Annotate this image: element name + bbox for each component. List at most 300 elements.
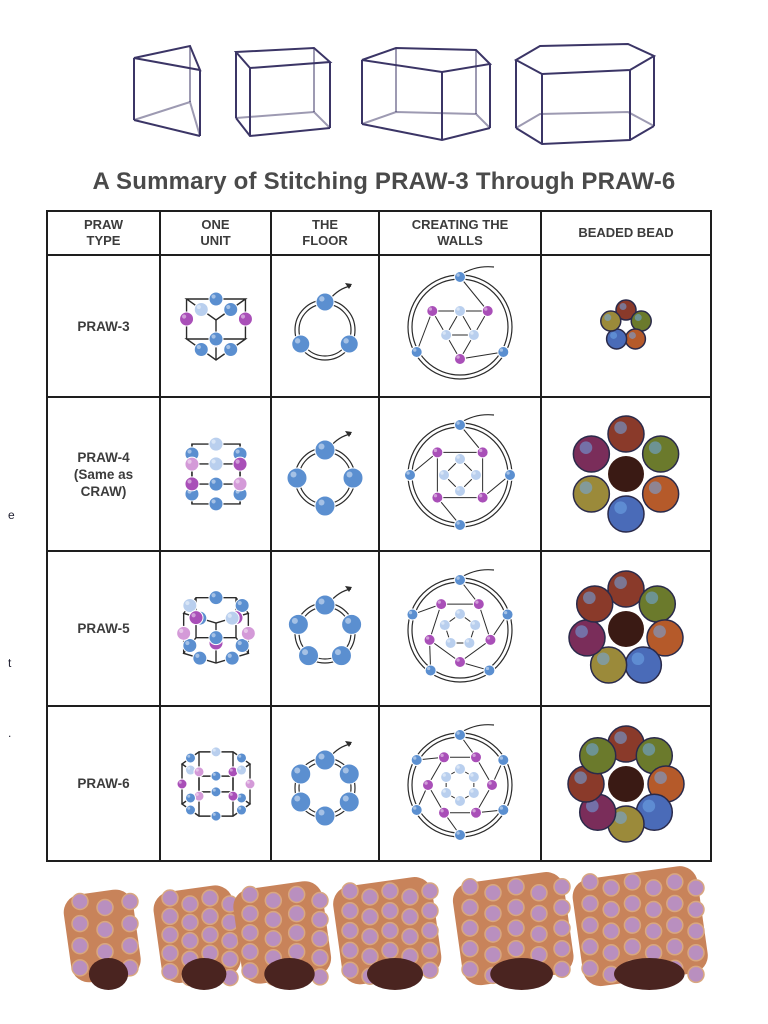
tube-bead: [122, 916, 138, 932]
bead-reflection: [580, 441, 593, 454]
bead-highlight: [187, 479, 191, 483]
bead-highlight: [240, 314, 244, 318]
tube-bead: [462, 899, 478, 915]
tube-bead: [289, 887, 305, 903]
beaded-tube: [331, 875, 444, 990]
floor-diagram: [277, 581, 373, 677]
bead-reflection: [614, 576, 627, 589]
bead-highlight: [196, 305, 200, 309]
bead-highlight: [211, 294, 215, 298]
bead-highlight: [195, 768, 198, 771]
tube-bead: [646, 880, 662, 896]
tube-bead: [624, 896, 640, 912]
wall-bead: [482, 306, 493, 317]
wall-bead: [179, 312, 193, 326]
bead-highlight: [185, 640, 189, 644]
wall-bead: [233, 477, 247, 491]
bottom-bead: [185, 805, 195, 815]
bottom-bead: [192, 651, 206, 665]
bead-highlight: [227, 653, 231, 657]
bead-highlight: [211, 480, 215, 484]
beaded-tube: [231, 879, 333, 990]
bead-highlight: [500, 756, 503, 759]
tube-bead: [242, 944, 258, 960]
bottom-bead: [211, 811, 221, 821]
tube-bead: [72, 960, 88, 976]
tube-bead: [422, 962, 438, 978]
inner-bead: [455, 306, 466, 317]
top-bead: [211, 771, 221, 781]
praw-type-cell: [47, 397, 160, 551]
tube-bead: [402, 929, 418, 945]
page-title: A Summary of Stitching PRAW-3 Through PRAW-6: [92, 168, 676, 195]
tube-bead: [222, 951, 238, 967]
tube-bead: [162, 964, 178, 980]
inner-bead: [439, 470, 450, 481]
tube-bead: [462, 879, 478, 895]
faceted-bead: [573, 476, 609, 512]
edge-fragment: .: [8, 726, 12, 740]
bead-highlight: [319, 500, 325, 506]
bead-highlight: [504, 610, 507, 613]
bead-highlight: [456, 765, 459, 768]
tube-bead: [289, 925, 305, 941]
bead-highlight: [486, 666, 489, 669]
top-bead: [225, 611, 239, 625]
bead-highlight: [187, 794, 190, 797]
wall-bead: [487, 779, 498, 790]
bead-highlight: [237, 640, 241, 644]
bead-highlight: [443, 773, 446, 776]
tube-bead: [646, 923, 662, 939]
bead-reflection: [610, 332, 617, 339]
praw-type-cell: [47, 255, 160, 397]
tube-bead: [122, 938, 138, 954]
bead-highlight: [470, 773, 473, 776]
bead-highlight: [226, 305, 230, 309]
tube-bead: [688, 880, 704, 896]
tube-bead: [508, 941, 524, 957]
tube-bead: [162, 945, 178, 961]
bead-highlight: [456, 658, 459, 661]
tube-bead: [485, 947, 501, 963]
bead-highlight: [472, 621, 475, 624]
walls-diagram: [390, 719, 530, 849]
wall-bead: [424, 634, 435, 645]
cube-prism-icon: [230, 38, 340, 148]
bead-highlight: [243, 628, 247, 632]
wall-bead: [477, 447, 488, 458]
bead-highlight: [456, 355, 459, 358]
one-unit-diagram: [168, 278, 264, 374]
tube-bead: [422, 903, 438, 919]
wall-bead: [473, 598, 484, 609]
bead-highlight: [211, 633, 215, 637]
tube-bead: [382, 942, 398, 958]
outer-bead: [425, 664, 436, 675]
floor-bead: [292, 335, 310, 353]
bead-reflection: [649, 441, 662, 454]
outer-bead: [455, 829, 466, 840]
beaded-tube: [451, 870, 576, 990]
beaded-tube: [61, 887, 143, 990]
bead-highlight: [238, 806, 241, 809]
bead-highlight: [345, 617, 351, 623]
top-bead: [209, 590, 223, 604]
faceted-bead: [608, 496, 644, 532]
outer-bead: [405, 470, 416, 481]
tube-bead: [667, 939, 683, 955]
table-header-row: [47, 211, 711, 255]
tube-bead: [242, 887, 258, 903]
outer-bead: [407, 609, 418, 620]
top-bead: [236, 752, 246, 762]
bead-highlight: [447, 639, 450, 642]
one-unit-diagram: [168, 736, 264, 832]
top-bead: [194, 303, 208, 317]
floor-bead: [315, 595, 335, 615]
bead-highlight: [347, 472, 353, 478]
bead-reflection: [586, 743, 599, 756]
tube-bead: [97, 944, 113, 960]
tube-bead: [624, 874, 640, 890]
beaded-bead-cell: [541, 397, 711, 551]
tube-bead: [342, 923, 358, 939]
tube-bead: [582, 939, 598, 955]
bead-highlight: [212, 772, 215, 775]
praw-summary-table: [46, 210, 712, 862]
bead-highlight: [413, 348, 416, 351]
tube-bead: [624, 939, 640, 955]
tube-bead: [462, 941, 478, 957]
bead-highlight: [466, 639, 469, 642]
beaded-tubes-photo: [40, 850, 740, 1010]
bead-highlight: [246, 780, 249, 783]
tube-bead: [422, 942, 438, 958]
tube-bead: [362, 909, 378, 925]
bead-highlight: [294, 767, 300, 773]
bead-highlight: [211, 499, 215, 503]
bottom-bead: [236, 805, 246, 815]
beaded-bead-photo: [551, 404, 701, 544]
one-unit-diagram: [168, 426, 264, 522]
tube-bead: [554, 899, 570, 915]
outer-bead: [498, 804, 509, 815]
inner-bead: [468, 330, 479, 341]
bead-highlight: [343, 338, 348, 343]
inner-bead: [441, 787, 452, 798]
tube-bead: [531, 905, 547, 921]
bead-highlight: [187, 766, 190, 769]
bead-reflection: [620, 303, 627, 310]
floor-bead: [315, 750, 335, 770]
tube-bead: [312, 969, 328, 985]
floor-bead: [287, 468, 307, 488]
tube-bead: [531, 885, 547, 901]
bead-highlight: [229, 768, 232, 771]
tube-bead: [667, 917, 683, 933]
praw-type-label: PRAW-3: [77, 318, 130, 334]
floor-bead: [315, 496, 335, 516]
bead-highlight: [235, 479, 239, 483]
tube-bead: [508, 879, 524, 895]
bead-reflection: [575, 625, 588, 638]
bead-highlight: [456, 307, 459, 310]
tube-opening: [367, 958, 423, 990]
tube-bead: [222, 933, 238, 949]
tube-bead: [97, 900, 113, 916]
wall-bead: [471, 751, 482, 762]
bead-highlight: [187, 806, 190, 809]
floor-cell: [271, 397, 379, 551]
bead-highlight: [229, 792, 232, 795]
bead-reflection: [614, 501, 627, 514]
bead-highlight: [487, 636, 490, 639]
bead-reflection: [597, 652, 610, 665]
bead-highlight: [227, 613, 231, 617]
tube-bead: [603, 923, 619, 939]
top-bead: [209, 437, 223, 451]
bead-highlight: [429, 307, 432, 310]
beaded-bead-photo: [551, 559, 701, 699]
bead-highlight: [413, 756, 416, 759]
outer-bead: [455, 272, 466, 283]
walls-diagram: [390, 564, 530, 694]
tube-bead: [688, 902, 704, 918]
walls-cell: [379, 551, 541, 706]
bottom-bead: [209, 630, 223, 644]
tube-bead: [202, 890, 218, 906]
bead-highlight: [456, 831, 459, 834]
tube-bead: [603, 902, 619, 918]
bead-highlight: [179, 628, 183, 632]
tube-bead: [646, 902, 662, 918]
bead-highlight: [343, 767, 349, 773]
tube-bead: [554, 879, 570, 895]
bead-highlight: [413, 806, 416, 809]
floor-bead: [291, 764, 311, 784]
faceted-bead: [573, 436, 609, 472]
one-unit-cell: [160, 706, 271, 861]
tube-bead: [508, 899, 524, 915]
bead-reflection: [629, 332, 636, 339]
wall-bead: [432, 447, 443, 458]
tube-bead: [362, 948, 378, 964]
bead-highlight: [506, 471, 509, 474]
wall-bead: [228, 791, 238, 801]
bottom-bead: [209, 332, 223, 346]
inner-bead: [471, 470, 482, 481]
faceted-bead: [625, 329, 645, 349]
tube-bead: [312, 950, 328, 966]
tube-bead: [688, 945, 704, 961]
bead-highlight: [500, 348, 503, 351]
tube-bead: [265, 912, 281, 928]
floor-bead: [342, 614, 362, 634]
bead-highlight: [440, 471, 443, 474]
header-praw-type: PRAW TYPE: [47, 211, 160, 255]
tube-bead: [554, 920, 570, 936]
faceted-bead: [569, 619, 605, 655]
outer-bead: [411, 347, 422, 358]
wall-bead: [177, 779, 187, 789]
bead-reflection: [653, 625, 666, 638]
bead-highlight: [434, 494, 437, 497]
beaded-bead-cell: [541, 551, 711, 706]
tube-opening: [614, 958, 685, 990]
inner-bead: [455, 454, 466, 465]
floor-bead: [288, 614, 308, 634]
bead-reflection: [646, 591, 659, 604]
wall-bead: [238, 312, 252, 326]
wall-bead: [436, 598, 447, 609]
bead-highlight: [456, 421, 459, 424]
tube-bead: [97, 922, 113, 938]
bead-highlight: [237, 600, 241, 604]
bottom-bead: [211, 786, 221, 796]
top-bead: [209, 292, 223, 306]
table-row: [47, 551, 711, 706]
faceted-bead: [608, 571, 644, 607]
tube-bead: [342, 962, 358, 978]
bead-highlight: [319, 809, 325, 815]
bead-highlight: [472, 471, 475, 474]
tube-bead: [162, 890, 178, 906]
outer-bead: [498, 347, 509, 358]
tube-bead: [422, 883, 438, 899]
walls-cell: [379, 255, 541, 397]
bead-highlight: [488, 781, 491, 784]
bead-highlight: [319, 296, 324, 301]
bead-highlight: [427, 666, 430, 669]
top-bead: [185, 752, 195, 762]
bead-reflection: [649, 481, 662, 494]
bead-highlight: [212, 748, 215, 751]
top-bead: [211, 746, 221, 756]
bead-hole: [608, 766, 644, 802]
tube-opening: [89, 958, 128, 990]
top-bead: [236, 765, 246, 775]
bead-highlight: [438, 600, 441, 603]
one-unit-cell: [160, 255, 271, 397]
wall-bead: [439, 751, 450, 762]
edge-fragment: e: [8, 508, 15, 522]
bead-highlight: [319, 598, 325, 604]
bead-highlight: [470, 789, 473, 792]
tube-bead: [508, 920, 524, 936]
top-bead: [223, 303, 237, 317]
outer-bead: [505, 470, 516, 481]
tube-bead: [582, 960, 598, 976]
beaded-bead-photo: [551, 256, 701, 396]
bead-highlight: [294, 795, 300, 801]
tube-opening: [264, 958, 314, 990]
inner-bead: [468, 787, 479, 798]
header-one-unit: ONE UNIT: [160, 211, 271, 255]
tube-bead: [72, 938, 88, 954]
bead-highlight: [456, 610, 459, 613]
bead-highlight: [443, 789, 446, 792]
inner-bead: [445, 637, 456, 648]
bead-reflection: [654, 771, 667, 784]
outer-bead: [484, 664, 495, 675]
bead-reflection: [583, 591, 596, 604]
bead-highlight: [335, 649, 341, 655]
outer-bead: [411, 804, 422, 815]
walls-diagram: [390, 409, 530, 539]
bead-highlight: [440, 809, 443, 812]
praw-type-label: PRAW-5: [77, 621, 130, 636]
floor-cell: [271, 255, 379, 397]
wall-bead: [471, 807, 482, 818]
bottom-bead: [209, 497, 223, 511]
bead-reflection: [574, 771, 587, 784]
wall-bead: [485, 634, 496, 645]
tube-bead: [402, 889, 418, 905]
tube-bead: [554, 941, 570, 957]
bead-highlight: [479, 449, 482, 452]
wall-bead: [184, 477, 198, 491]
pentagonal-prism-icon: [356, 38, 496, 148]
edge-fragment: t: [8, 656, 12, 670]
bead-highlight: [195, 653, 199, 657]
bead-reflection: [604, 314, 611, 321]
floor-diagram: [277, 426, 373, 522]
tube-bead: [362, 889, 378, 905]
bead-highlight: [456, 521, 459, 524]
praw-type-label: PRAW-4 (Same as CRAW): [73, 449, 134, 499]
bead-highlight: [235, 460, 239, 464]
floor-bead: [315, 806, 335, 826]
beaded-tube: [151, 883, 243, 990]
wall-bead: [477, 492, 488, 503]
wall-bead: [241, 626, 255, 640]
tube-bead: [462, 961, 478, 977]
bead-highlight: [409, 610, 412, 613]
faceted-bead: [639, 586, 675, 622]
floor-bead: [340, 335, 358, 353]
bead-highlight: [456, 487, 459, 490]
bottom-bead: [209, 477, 223, 491]
tube-bead: [202, 908, 218, 924]
tube-bead: [667, 874, 683, 890]
beaded-bead-cell: [541, 255, 711, 397]
floor-cell: [271, 551, 379, 706]
bead-highlight: [182, 314, 186, 318]
tube-bead: [162, 927, 178, 943]
bead-highlight: [291, 472, 297, 478]
tube-opening: [182, 958, 227, 990]
floor-bead: [339, 792, 359, 812]
bead-reflection: [643, 743, 656, 756]
tube-bead: [688, 966, 704, 982]
tube-bead: [265, 893, 281, 909]
table-row: [47, 706, 711, 861]
tube-bead: [554, 961, 570, 977]
wall-bead: [189, 610, 203, 624]
bead-highlight: [470, 331, 473, 334]
tube-bead: [265, 931, 281, 947]
bead-highlight: [484, 307, 487, 310]
bead-reflection: [632, 652, 645, 665]
bead-highlight: [343, 795, 349, 801]
bead-reflection: [580, 481, 593, 494]
tube-bead: [603, 945, 619, 961]
faceted-bead: [643, 436, 679, 472]
triangular-prism-icon: [128, 38, 208, 148]
hexagonal-prism-icon: [512, 38, 660, 153]
tube-bead: [667, 896, 683, 912]
